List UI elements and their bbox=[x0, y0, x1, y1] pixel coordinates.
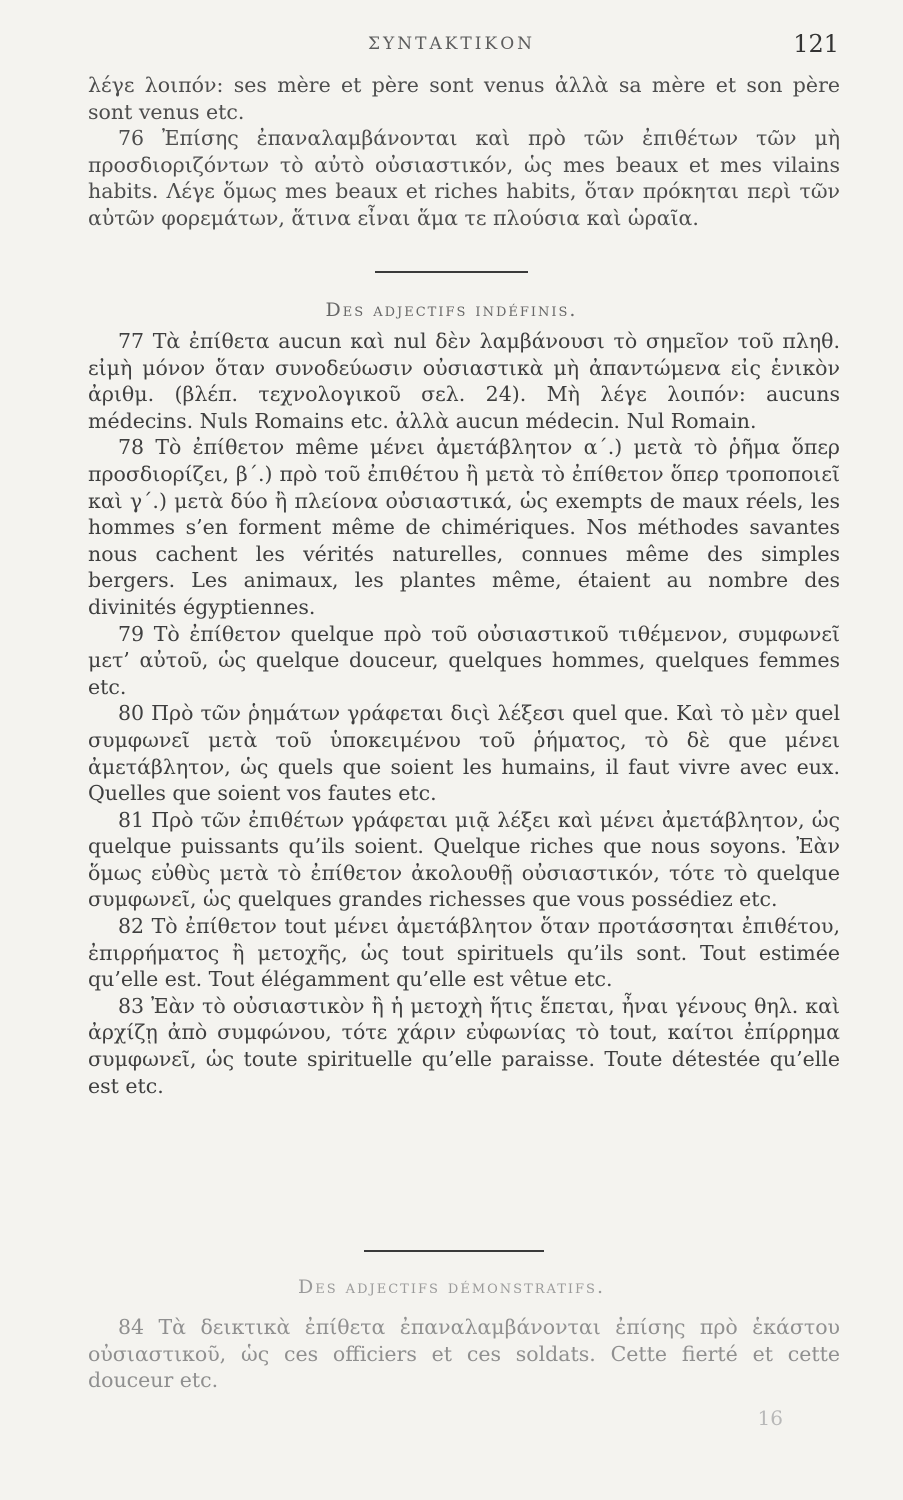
paragraph-82: 82 Τὸ ἐπίθετον tout μένει ἀμετάβλητον ὅταν προτάσσηται ἐπιθέτου, ἐπιρρήματος ἢ μετοχῆς, ὡς tout spirituels qu’ils sont. Tout estimée qu’elle est. Tout élégamment qu’elle est vêtue etc. bbox=[88, 914, 840, 992]
paragraph-76: 76 Ἐπίσης ἐπαναλαμβάνονται καὶ πρὸ τῶν ἐπιθέτων τῶν μὴ προσδιοριζόντων τὸ αὐτὸ οὐσιαστικόν, ὡς mes beaux et mes vilains habits. Λέγε ὅμως mes beaux et riches habits, ὅταν πρόκηται περὶ τῶν αὐτῶν φορεμάτων, ἅτινα εἶναι ἅμα τε πλούσια καὶ ὡραῖα. bbox=[88, 126, 840, 230]
page-header bbox=[0, 30, 903, 60]
text-block-indefinite bbox=[88, 328, 840, 1099]
paragraph-80: 80 Πρὸ τῶν ῥημάτων γράφεται διςὶ λέξεσι quel que. Καὶ τὸ μὲν quel συμφωνεῖ μετὰ τοῦ ὑποκειμένου τοῦ ῥήματος, τὸ δὲ que μένει ἀμετάβλητον, ὡς quels que soient les humains, il faut vivre avec eux. Quelles que soient vos fautes etc. bbox=[88, 701, 840, 806]
signature-mark: 16 bbox=[757, 1406, 783, 1430]
section-heading-demonstrative: Des adjectifs démonstratifs. bbox=[298, 1276, 605, 1298]
paragraph-84: 84 Τὰ δεικτικὰ ἐπίθετα ἐπαναλαμβάνονται ἐπίσης πρὸ ἑκάστου οὐσιαστικοῦ, ὡς ces officiers et ces soldats. Cette fierté et cette douceur etc. bbox=[88, 1315, 840, 1393]
paragraph-83: 83 Ἐὰν τὸ οὐσιαστικὸν ἢ ἡ μετοχὴ ἥτις ἕπεται, ἦναι γένους θηλ. καὶ ἀρχίζῃ ἀπὸ συμφώνου, τότε χάριν εὐφωνίας τὸ tout, καίτοι ἐπίρρημα συμφωνεῖ, ὡς toute spirituelle qu’elle paraisse. Toute détestée qu’elle est etc. bbox=[88, 993, 840, 1098]
paragraph-78: 78 Τὸ ἐπίθετον même μένει ἀμετάβλητον α΄.) μετὰ τὸ ῥῆμα ὅπερ προσδιορίζει, β΄.) πρὸ τοῦ ἐπιθέτου ἢ μετὰ τὸ ἐπίθετον ὅπερ τροποποιεῖ καὶ γ΄.) μετὰ δύο ἢ πλείονα οὐσιαστικά, ὡς exempts de maux réels, les hommes s’en forment même de chimériques. Nos méthodes savantes nous cachent les vérités naturelles, connues même des simples bergers. Les animaux, les plantes même, étaient au nombre des divinités égyptiennes. bbox=[88, 435, 840, 619]
section-divider-rule bbox=[364, 1250, 544, 1252]
page-number: 121 bbox=[793, 30, 839, 58]
paragraph-continuation: λέγε λοιπόν: ses mère et père sont venus ἀλλὰ sa mère et son père sont venus etc. bbox=[88, 73, 840, 124]
section-divider-rule bbox=[375, 271, 528, 273]
running-title: ΣΥΝΤΑΚΤΙΚΟΝ bbox=[368, 34, 535, 54]
text-block-demonstrative bbox=[88, 1314, 840, 1394]
paragraph-77: 77 Τὰ ἐπίθετα aucun καὶ nul δὲν λαμβάνουσι τὸ σημεῖον τοῦ πληθ. εἰμὴ μόνον ὅταν συνοδεύωσιν οὐσιαστικὰ μὴ ἀπαντώμενα εἰς ἑνικὸν ἀριθμ. (βλέπ. τεχνολογικοῦ σελ. 24). Μὴ λέγε λοιπόν: aucuns médecins. Nuls Romains etc. ἀλλὰ aucun médecin. Nul Romain. bbox=[88, 329, 840, 433]
text-block-intro bbox=[88, 72, 840, 232]
paragraph-81: 81 Πρὸ τῶν ἐπιθέτων γράφεται μιᾷ λέξει καὶ μένει ἀμετάβλητον, ὡς quelque puissants qu’ils soient. Quelque riches que nous soyons. Ἐὰν ὅμως εὐθὺς μετὰ τὸ ἐπίθετον ἀκολουθῇ οὐσιαστικόν, τότε τὸ quelque συμφωνεῖ, ὡς quelques grandes richesses que vous possédiez etc. bbox=[88, 807, 840, 912]
section-heading-indefinite: Des adjectifs indéfinis. bbox=[325, 299, 578, 321]
paragraph-79: 79 Τὸ ἐπίθετον quelque πρὸ τοῦ οὐσιαστικοῦ τιθέμενον, συμφωνεῖ μετ’ αὐτοῦ, ὡς quelque douceur, quelques hommes, quelques femmes etc. bbox=[88, 621, 840, 699]
